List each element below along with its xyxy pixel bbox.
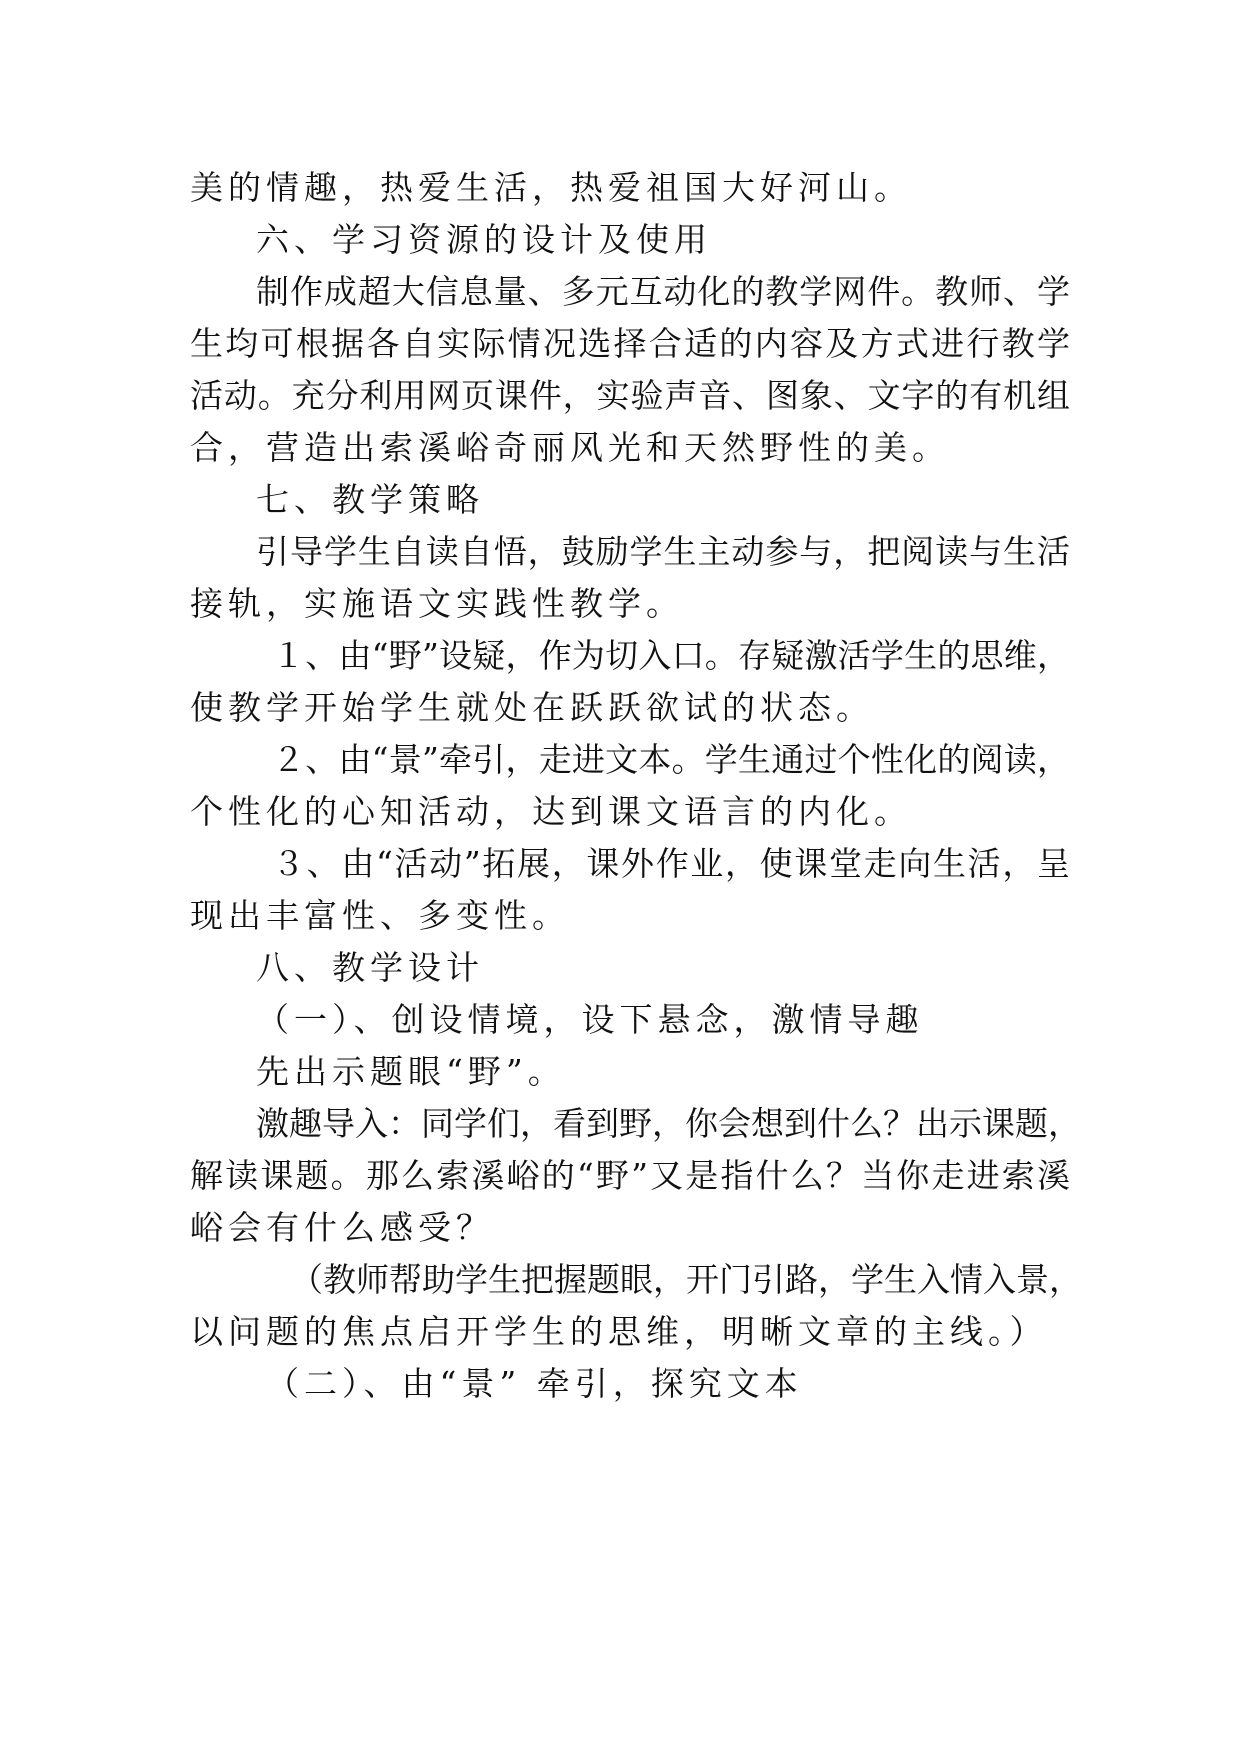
text-line: 合，营造出索溪峪奇丽风光和天然野性的美。 (190, 428, 950, 467)
text-line: 接轨，实施语文实践性教学。 (190, 584, 684, 623)
text-line: 使教学开始学生就处在跃跃欲试的状态。 (190, 688, 874, 727)
text-line: 峪会有什么感受？ (190, 1208, 494, 1247)
section-heading: 六、学习资源的设计及使用 (256, 220, 712, 259)
section-heading: 八、教学设计 (256, 948, 484, 987)
text-line: ２、由“景”牵引，走进文本。学生通过个性化的阅读， (272, 740, 1070, 779)
text-line: 活动。充分利用网页课件，实验声音、图象、文字的有机组 (190, 376, 1070, 415)
text-line: 激趣导入：同学们，看到野，你会想到什么？出示课题， (256, 1104, 1081, 1143)
text-line: 引导学生自读自悟，鼓励学生主动参与，把阅读与生活 (256, 532, 1070, 571)
subsection-heading: （一）、创设情境，设下悬念，激情导趣 (256, 1000, 924, 1039)
text-line: 以问题的焦点启开学生的思维，明晰文章的主线。） (190, 1312, 1048, 1351)
text-line: 个性化的心知活动，达到课文语言的内化。 (190, 792, 912, 831)
text-line: 解读课题。那么索溪峪的“野”又是指什么？当你走进索溪 (190, 1156, 1070, 1195)
subsection-heading: （二）、由“景” 牵引，探究文本 (266, 1364, 803, 1403)
text-line: １、由“野”设疑，作为切入口。存疑激活学生的思维， (272, 636, 1070, 675)
text-line: （教师帮助学生把握题眼，开门引路，学生入情入景， (290, 1260, 1082, 1299)
text-line: ３、由“活动”拓展，课外作业，使课堂走向生活，呈 (272, 844, 1070, 883)
text-line: 现出丰富性、多变性。 (190, 896, 570, 935)
section-heading: 七、教学策略 (256, 480, 484, 519)
text-line: 生均可根据各自实际情况选择合适的内容及方式进行教学 (190, 324, 1070, 363)
text-line: 美的情趣，热爱生活，热爱祖国大好河山。 (190, 168, 912, 207)
text-line: 先出示题眼“野”。 (256, 1052, 566, 1091)
text-line: 制作成超大信息量、多元互动化的教学网件。教师、学 (256, 272, 1070, 311)
